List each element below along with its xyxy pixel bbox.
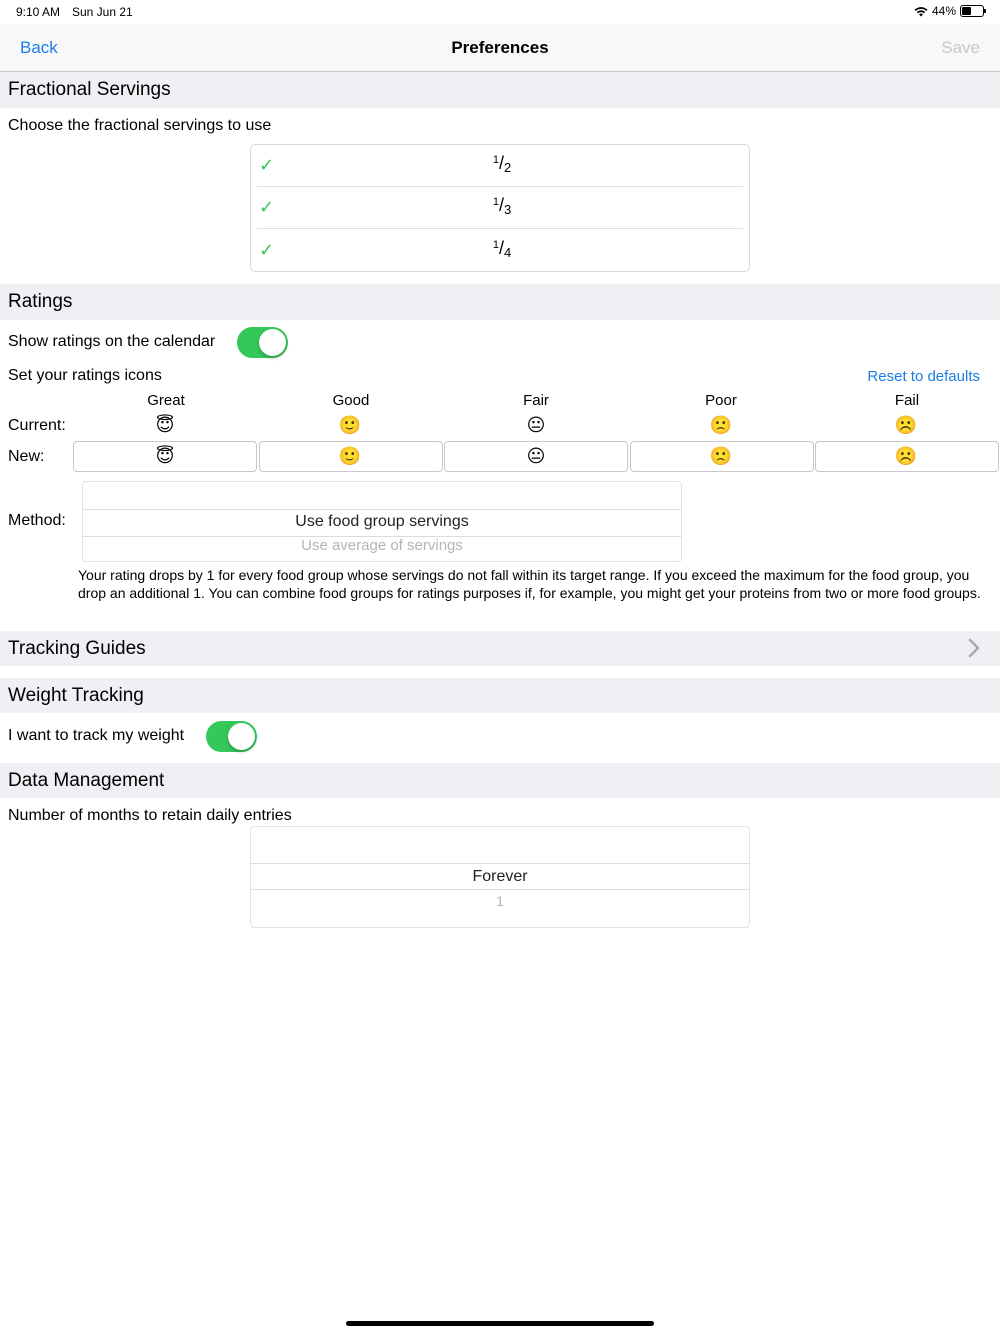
- new-great-icon: 😇: [155, 446, 175, 467]
- rating-column-poor: Poor: [705, 392, 737, 409]
- battery-icon: [960, 5, 984, 17]
- rating-column-great: Great: [147, 392, 185, 409]
- chevron-right-icon: [968, 638, 980, 658]
- rating-column-good: Good: [332, 392, 370, 409]
- rating-column-fair: Fair: [523, 392, 549, 409]
- page-title: Preferences: [451, 38, 549, 57]
- save-button[interactable]: Save: [941, 38, 980, 57]
- retain-months-label: Number of months to retain daily entries: [8, 807, 292, 824]
- show-ratings-toggle[interactable]: [237, 327, 288, 358]
- fraction-row-quarter[interactable]: [257, 230, 743, 272]
- track-weight-toggle[interactable]: [206, 721, 257, 752]
- checkmark-icon: ✓: [259, 197, 275, 217]
- section-weight-tracking: Weight Tracking: [0, 678, 1000, 713]
- checkmark-icon: ✓: [259, 240, 275, 260]
- status-right: [914, 4, 984, 18]
- new-fail-icon: ☹️: [894, 446, 918, 467]
- back-button[interactable]: Back: [20, 38, 58, 57]
- section-fractional-servings: Fractional Servings: [0, 72, 1000, 108]
- rating-column-fail: Fail: [894, 392, 920, 409]
- current-great-icon: 😇: [155, 415, 175, 436]
- status-date: Sun Jun 21: [72, 5, 133, 19]
- fractional-prompt: Choose the fractional servings to use: [8, 117, 272, 134]
- fraction-row-half[interactable]: [257, 145, 743, 187]
- navigation-bar: [0, 24, 1000, 72]
- retain-selected-option[interactable]: Forever: [472, 868, 528, 885]
- ratings-icons-label: Set your ratings icons: [8, 367, 162, 384]
- new-fair-icon: 😐: [526, 446, 546, 467]
- method-description: Your rating drops by 1 for every food group whose servings do not fall within its target range. If you exceed the maximum for the food group, you drop an additional 1. You can combine food groups for ratings purposes if, for example, you might get your proteins from two or more food groups.: [78, 567, 981, 601]
- home-indicator: [346, 1321, 654, 1326]
- method-label: Method:: [8, 512, 66, 529]
- method-picker[interactable]: [82, 481, 682, 562]
- checkmark-icon: ✓: [259, 155, 275, 175]
- current-fair-icon: 😐: [526, 415, 546, 436]
- new-label: New:: [8, 448, 45, 465]
- fraction-label: $^1/_3$: [492, 195, 512, 217]
- track-weight-label: I want to track my weight: [8, 727, 185, 744]
- current-fail-icon: ☹️: [894, 415, 918, 436]
- status-time: 9:10 AM: [16, 5, 61, 19]
- current-label: Current:: [8, 417, 66, 434]
- current-poor-icon: 🙁: [709, 415, 733, 436]
- wifi-icon: [914, 6, 928, 17]
- fraction-list: [250, 144, 750, 272]
- section-data-management: Data Management: [0, 763, 1000, 798]
- section-ratings: Ratings: [0, 284, 1000, 320]
- retain-months-picker[interactable]: [250, 826, 750, 928]
- new-good-icon: 🙂: [338, 446, 362, 467]
- tracking-guides-row[interactable]: [0, 631, 1000, 666]
- battery-percent: 44%: [931, 4, 956, 18]
- fraction-label: $^1/_4$: [492, 238, 512, 260]
- status-bar: [0, 0, 1000, 24]
- fraction-row-third[interactable]: [257, 187, 743, 229]
- reset-defaults-link[interactable]: Reset to defaults: [867, 368, 980, 385]
- new-poor-icon: 🙁: [709, 446, 733, 467]
- current-good-icon: 🙂: [338, 415, 362, 436]
- show-ratings-label: Show ratings on the calendar: [8, 333, 216, 350]
- retain-next-option[interactable]: 1: [496, 893, 504, 909]
- method-next-option[interactable]: Use average of servings: [301, 537, 463, 554]
- fraction-label: $^1/_2$: [492, 153, 512, 175]
- method-selected-option[interactable]: Use food group servings: [295, 513, 469, 530]
- tracking-guides-label: Tracking Guides: [8, 638, 146, 659]
